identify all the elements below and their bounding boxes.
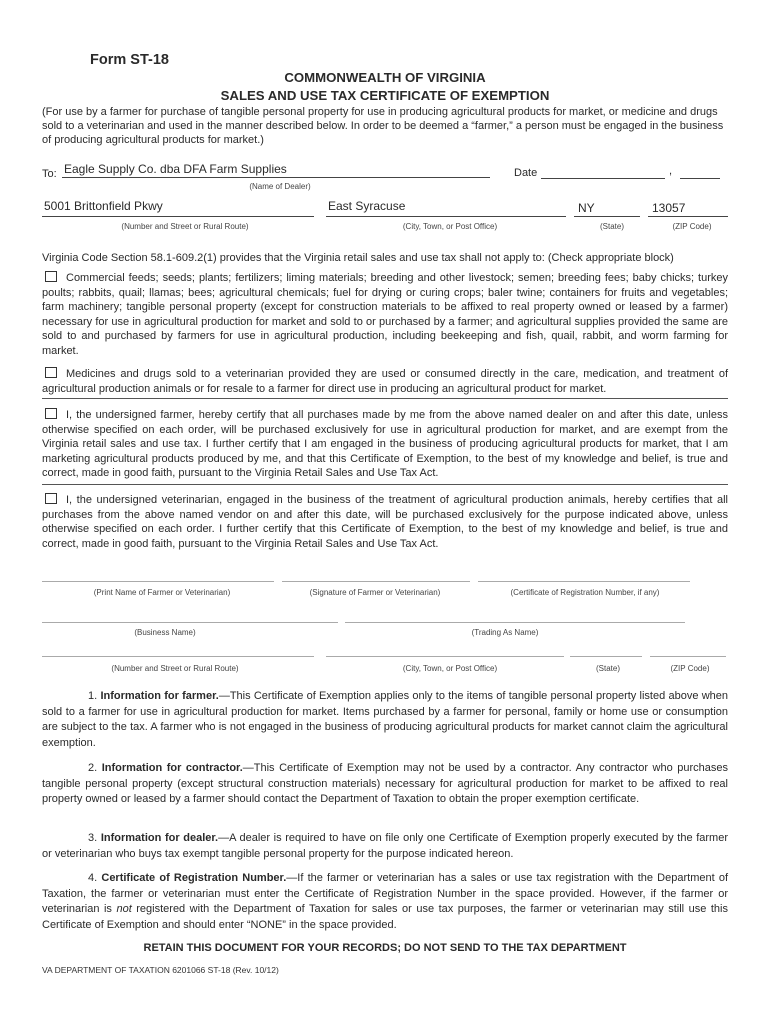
info-dealer-number: 3.: [88, 832, 98, 844]
medicines-checkbox[interactable]: [45, 367, 57, 378]
business-name-caption: (Business Name): [134, 628, 196, 637]
dealer-state-line: [574, 216, 640, 217]
farmer-certification: [42, 408, 728, 481]
dealer-state-value[interactable]: NY: [578, 201, 595, 215]
info-farmer-number: 1.: [88, 690, 98, 702]
veterinarian-checkbox[interactable]: [45, 493, 57, 504]
info-registration-text-a: —If the farmer or veterinarian has a sales or use tax registration with the Department of Taxation, the farmer or veterinarian must enter the Certificate of Registration Number in the space provided. However, if the farmer or veterinarian is: [42, 872, 729, 916]
dealer-city-caption: (City, Town, or Post Office): [402, 222, 498, 231]
form-title: SALES AND USE TAX CERTIFICATE OF EXEMPTION: [220, 88, 550, 103]
form-footer: VA DEPARTMENT OF TAXATION 6201066 ST-18 (Rev. 10/12): [42, 965, 279, 975]
separator-1: [42, 398, 728, 399]
dealer-street-value[interactable]: 5001 Brittonfield Pkwy: [44, 199, 163, 213]
retain-notice: RETAIN THIS DOCUMENT FOR YOUR RECORDS; DO NOT SEND TO THE TAX DEPARTMENT: [143, 942, 627, 954]
veterinarian-certification: [42, 493, 728, 551]
print-name-field[interactable]: [42, 581, 274, 582]
info-contractor: [42, 761, 728, 808]
farmer-checkbox[interactable]: [45, 408, 57, 419]
info-contractor-heading: Information for contractor.: [101, 762, 243, 774]
info-dealer: [42, 831, 728, 862]
option-commercial: [42, 271, 728, 359]
info-dealer-text: —A dealer is required to have on file only one Certificate of Exemption properly executed by the farmer or veterinarian who buys tax exempt tangible personal property for the purpose indicated hereon.: [42, 832, 729, 860]
dealer-city-line: [326, 216, 566, 217]
farmer-certification-text: I, the undersigned farmer, hereby certify that all purchases made by me from the above named dealer on and after this date, unless otherwise specified on each order, will be purchased exclusively for use in agricultural production for market, and are exempt from the Virginia retail sales and use tax. I further certify that I am engaged in the business of producing agricultural products for market, that I am marketing agricultural products produced by me, and that this Certificate of Exemption, to the best of my knowledge and belief, is true and correct, made in good faith, pursuant to the Virginia Retail Sales and Use Tax Act.: [42, 409, 728, 480]
info-contractor-number: 2.: [88, 762, 98, 774]
business-name-field[interactable]: [42, 622, 338, 623]
info-registration-text-b: registered with the Department of Taxation for sales or use tax purposes, the farmer or veterinarian may still use this Certificate of Exemption and should enter “NONE” in the space provided.: [42, 903, 728, 931]
code-statement: Virginia Code Section 58.1-609.2(1) provides that the Virginia retail sales and use tax shall not apply to: (Check appropriate block): [42, 252, 674, 264]
dealer-street-line: [42, 216, 314, 217]
form-id: Form ST-18: [90, 52, 169, 68]
signature-field[interactable]: [282, 581, 470, 582]
info-dealer-heading: Information for dealer.: [100, 832, 219, 844]
form-title-state: COMMONWEALTH OF VIRGINIA: [284, 70, 486, 85]
dealer-zip-line: [648, 216, 728, 217]
info-registration: [42, 871, 728, 933]
signer-state-field[interactable]: [570, 656, 642, 657]
option-medicines-text: Medicines and drugs sold to a veterinarian provided they are used or consumed directly in the care, medication, and treatment of agricultural production animals or for resale to a farmer for direct use in producing an agricultural product for market.: [42, 368, 728, 395]
info-farmer: [42, 689, 728, 751]
veterinarian-certification-text: I, the undersigned veterinarian, engaged in the business of the treatment of agricultural production animals, hereby certifies that all purchases from the above named vendor on and after this date, will be purchased exclusively for the purpose indicated above, unless otherwise specified on each order. I further certify that this Certificate of Exemption, to the best of my knowledge and belief, is true and correct, made in good faith, pursuant to the Virginia Retail Sales and Use Tax Act.: [42, 494, 728, 550]
dealer-city-value[interactable]: East Syracuse: [328, 199, 406, 213]
dealer-name-caption: (Name of Dealer): [249, 182, 311, 191]
dealer-zip-value[interactable]: 13057: [652, 201, 686, 215]
signer-street-field[interactable]: [42, 656, 314, 657]
signer-street-caption: (Number and Street or Rural Route): [111, 664, 239, 673]
trading-as-field[interactable]: [345, 622, 685, 623]
dealer-name-line: [62, 177, 490, 178]
trading-as-caption: (Trading As Name): [471, 628, 539, 637]
signature-caption: (Signature of Farmer or Veterinarian): [309, 588, 441, 597]
option-commercial-text: Commercial feeds; seeds; plants; fertilizers; liming materials; breeding and other livestock; semen; breeding fees; baby chicks; turkey poults; rabbits, quail; llamas; bees; agricultural chemicals; fuel for drying or curing crops; baler twine; containers for fruits and vegetables; farm machinery; tangible personal property (except for construction materials to be affixed to real property owned or leased by a farmer) necessary for use in agricultural production for market and sold to or purchased by a farmer; and agricultural supplies provided the same are sold to and purchased by farmers for use in agricultural production, including beekeeping and fish, quail, rabbit, and worm farming for market.: [42, 272, 728, 357]
to-label: To:: [42, 168, 57, 180]
date-label: Date: [514, 167, 538, 179]
registration-number-field[interactable]: [478, 581, 690, 582]
intro-text: (For use by a farmer for purchase of tangible personal property for use in producing agricultural products for market, or medicine and drugs sold to a veterinarian and used in the manner described below. In order to be deemed a “farmer,” a person must be engaged in the business of producing agricultural products for market.): [42, 106, 724, 147]
print-name-caption: (Print Name of Farmer or Veterinarian): [93, 588, 231, 597]
registration-number-caption: (Certificate of Registration Number, if any): [510, 588, 660, 597]
date-field[interactable]: [541, 178, 665, 179]
info-registration-heading: Certificate of Registration Number.: [101, 872, 287, 884]
info-farmer-heading: Information for farmer.: [100, 690, 219, 702]
signer-city-field[interactable]: [326, 656, 564, 657]
option-medicines: [42, 367, 728, 396]
date-year-field[interactable]: [680, 178, 720, 179]
dealer-state-caption: (State): [599, 222, 624, 231]
signer-state-caption: (State): [595, 664, 620, 673]
info-registration-not: not: [116, 903, 132, 916]
signer-city-caption: (City, Town, or Post Office): [402, 664, 498, 673]
separator-2: [42, 484, 728, 485]
info-registration-number: 4.: [88, 872, 98, 884]
dealer-name-value[interactable]: Eagle Supply Co. dba DFA Farm Supplies: [64, 162, 287, 176]
info-farmer-text: —This Certificate of Exemption applies only to the items of tangible personal property listed above when sold to a farmer for use in agricultural production for market. Items purchased by a farmer for personal, family or home use or consumption are subject to the tax. A farmer who is not engaged in the business of producing agricultural products for market cannot claim the agricultural exemption.: [42, 690, 728, 749]
dealer-street-caption: (Number and Street or Rural Route): [121, 222, 249, 231]
signer-zip-field[interactable]: [650, 656, 726, 657]
info-contractor-text: —This Certificate of Exemption may not be used by a contractor. Any contractor who purchases tangible personal property (except structural construction materials) necessary for agricultural production for market to be affixed to real property owned or leased by a farmer should contact the Department of Taxation to obtain the proper exemption certificate.: [42, 762, 729, 806]
commercial-checkbox[interactable]: [45, 271, 57, 282]
date-separator: ,: [669, 165, 673, 177]
signer-zip-caption: (ZIP Code): [670, 664, 710, 673]
dealer-zip-caption: (ZIP Code): [672, 222, 712, 231]
